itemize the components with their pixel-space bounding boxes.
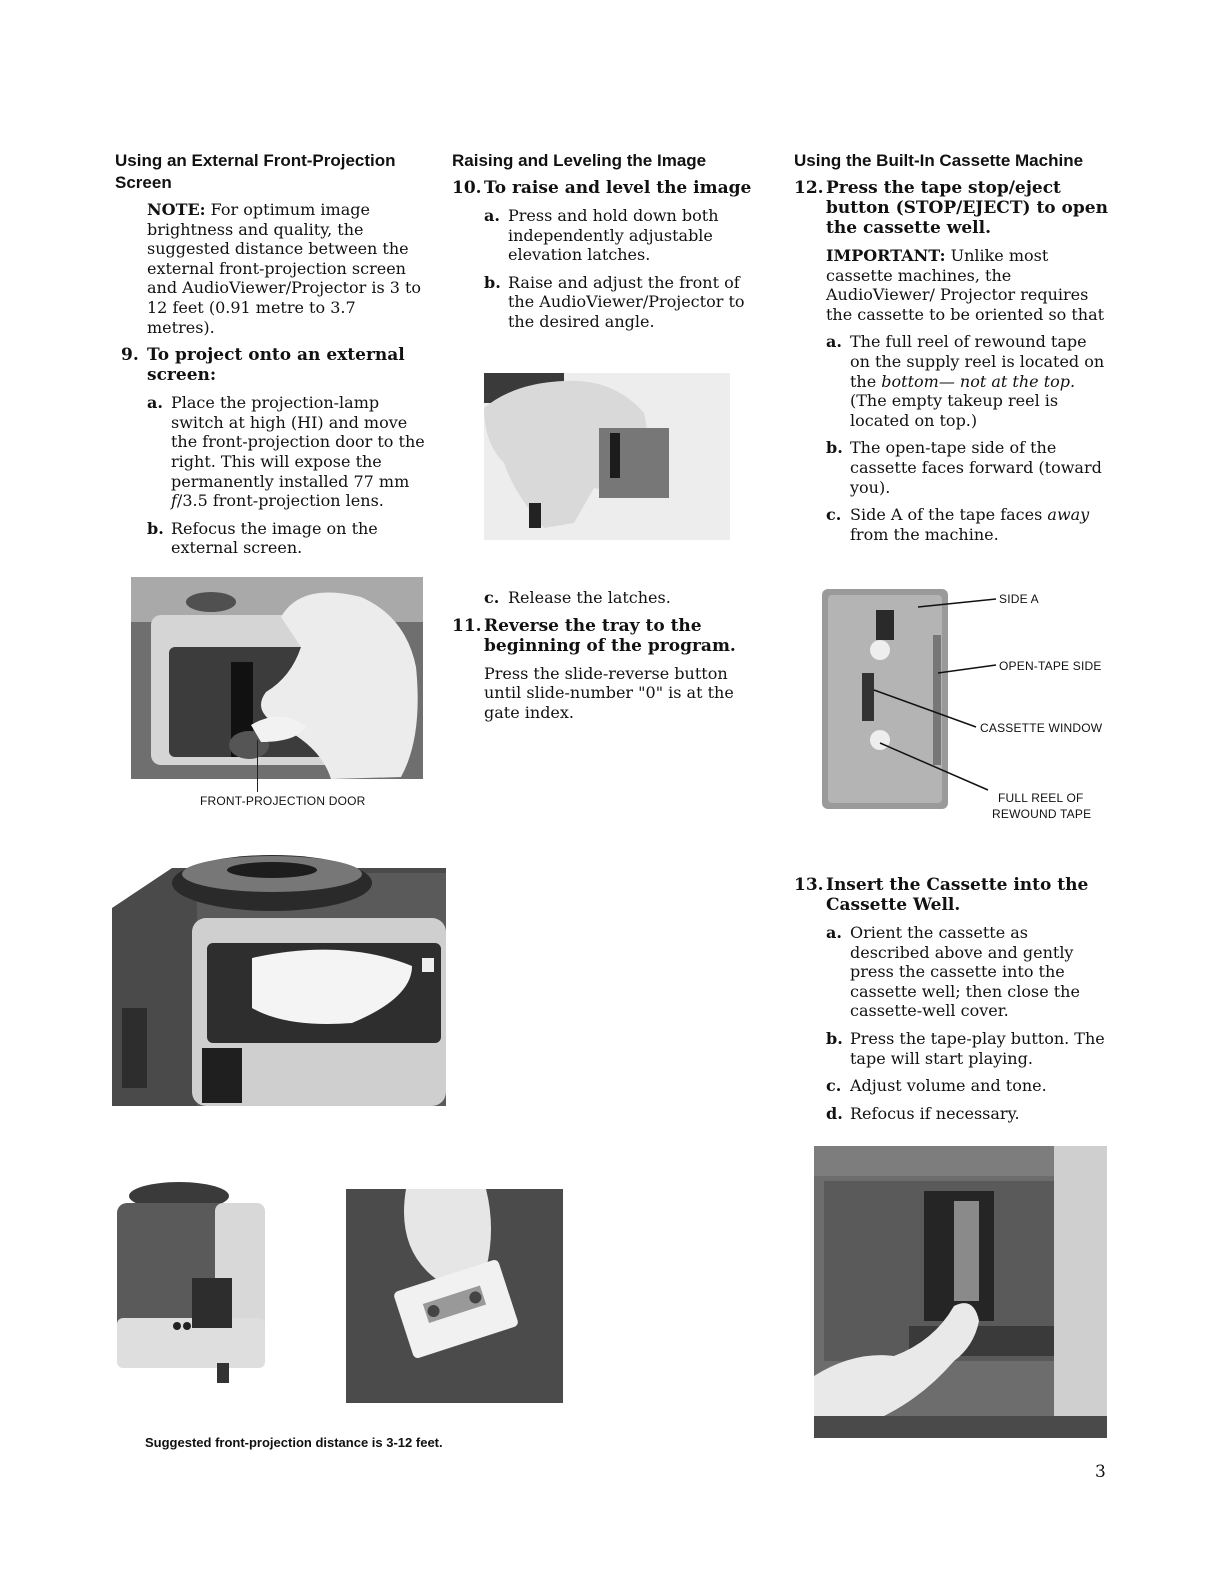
step-9-b-label: b.: [147, 518, 164, 538]
step-13-d: [794, 1104, 1109, 1124]
step-13-a: [794, 923, 1109, 1021]
step-12-c-text2: from the machine.: [850, 524, 999, 544]
step-12-c-label: c.: [826, 505, 842, 525]
label-cassette-window: CASSETTE WINDOW: [980, 721, 1103, 735]
step-12-c-text1: Side A of the tape faces: [850, 505, 1048, 525]
label-full-reel-2: REWOUND TAPE: [992, 807, 1092, 821]
step-11-number: 11.: [452, 615, 482, 636]
label-side-a: SIDE A: [999, 592, 1039, 606]
step-10-b-label: b.: [484, 272, 501, 292]
photo-projector-projecting: [112, 848, 446, 1106]
photo-projector-side: [117, 1178, 265, 1390]
step-12-c-italic: away: [1047, 505, 1090, 525]
step-9: [115, 345, 425, 385]
step-13-b: [794, 1029, 1109, 1068]
step-12-b: [794, 438, 1109, 497]
step-10-c-label: c.: [484, 588, 500, 607]
column-left: [115, 150, 425, 566]
step-10-a: [452, 206, 764, 265]
caption-suggested-distance: Suggested front-projection distance is 3-12 feet.: [145, 1435, 443, 1450]
cassette-diagram: [818, 585, 1118, 825]
step-12-a-label: a.: [826, 332, 842, 352]
important-label: IMPORTANT:: [826, 246, 946, 265]
step-12: [794, 178, 1109, 238]
step-9-a-label: a.: [147, 393, 163, 413]
step-13-number: 13.: [794, 875, 824, 895]
note-text: For optimum image brightness and quality, the suggested distance between the external front-projection screen and AudioViewer/Projector is 3 to 12 feet (0.91 metre to 3.7 metres).: [147, 200, 422, 337]
step-9-a-text2: /3.5 front-projection lens.: [176, 491, 384, 511]
step-9-title: To project onto an external screen:: [147, 345, 405, 386]
note-paragraph: [115, 200, 425, 337]
step-13-d-text: Refocus if necessary.: [850, 1103, 1020, 1123]
step-12-a-italic: bottom— not at the top.: [881, 371, 1076, 391]
step-13-d-label: d.: [826, 1103, 843, 1123]
step-9-number: 9.: [121, 345, 139, 366]
column-middle: [452, 150, 764, 340]
photo-elevation-latches: [484, 373, 730, 540]
photo-hand-cassette: [346, 1189, 563, 1403]
label-open-tape-side: OPEN-TAPE SIDE: [999, 659, 1102, 673]
step-10-title: To raise and level the image: [484, 178, 752, 198]
step-12-number: 12.: [794, 178, 824, 198]
step-13-a-text: Orient the cassette as described above and gently press the cassette into the cassette well; then close the cassette-well cover.: [850, 923, 1080, 1021]
column-right: [794, 150, 1109, 552]
step-11: [452, 616, 764, 656]
step-10: [452, 178, 764, 198]
step-10-a-text: Press and hold down both independently adjustable elevation latches.: [508, 206, 719, 265]
step-10-c-text: Release the latches.: [508, 588, 671, 607]
step-12-c: [794, 505, 1109, 544]
step-12-a: [794, 332, 1109, 430]
step-9-b-text: Refocus the image on the external screen.: [171, 518, 378, 558]
step-13-title: Insert the Cassette into the Cassette Well.: [826, 875, 1089, 915]
step-13-a-label: a.: [826, 923, 842, 942]
important-text: Unlike most cassette machines, the AudioViewer/ Projector requires the cassette to be oriented so that: [826, 246, 1105, 324]
step-9-a-text1: Place the projection-lamp switch at high (HI) and move the front-projection door to the right. This will expose the permanently installed 77 mm: [171, 393, 425, 491]
step-9-a: [115, 393, 425, 511]
step-13-c: [794, 1076, 1109, 1096]
step-13: [794, 875, 1109, 915]
step-10-c: [452, 588, 764, 608]
important-paragraph: [794, 246, 1109, 324]
note-label: NOTE:: [147, 200, 206, 219]
label-full-reel-1: FULL REEL OF: [998, 791, 1084, 805]
column-middle-lower: [452, 588, 764, 730]
step-11-title: Reverse the tray to the beginning of the program.: [484, 615, 736, 656]
step-11-text: Press the slide-reverse button until slide-number "0" is at the gate index.: [484, 663, 734, 722]
caption-front-projection-door: FRONT-PROJECTION DOOR: [200, 794, 366, 808]
step-13-c-text: Adjust volume and tone.: [850, 1076, 1047, 1096]
step-9-b: [115, 519, 425, 558]
photo-front-projection-door: [131, 577, 423, 779]
step-12-b-text: The open-tape side of the cassette faces forward (toward you).: [850, 438, 1102, 497]
door-leader-line: [257, 740, 258, 792]
step-9-a-italic: f: [171, 491, 177, 511]
photo-cassette-well: [814, 1146, 1107, 1438]
heading-raising-leveling: Raising and Leveling the Image: [452, 151, 707, 170]
step-12-title: Press the tape stop/eject button (STOP/EJECT) to open the cassette well.: [826, 178, 1108, 238]
step-12-a-text1: The full reel of rewound tape on the supply reel is located on the: [850, 332, 1105, 391]
step-13-b-label: b.: [826, 1028, 843, 1048]
step-12-b-label: b.: [826, 438, 843, 458]
step-10-a-label: a.: [484, 206, 500, 225]
step-10-b: [452, 273, 764, 332]
column-right-lower: [794, 871, 1109, 1131]
step-10-number: 10.: [452, 178, 482, 198]
step-12-a-text2: (The empty takeup reel is located on top.): [850, 391, 1059, 430]
step-13-c-label: c.: [826, 1076, 842, 1096]
step-13-b-text: Press the tape-play button. The tape will start playing.: [850, 1028, 1105, 1068]
heading-cassette-machine: Using the Built-In Cassette Machine: [794, 151, 1084, 170]
page-number: 3: [1095, 1462, 1106, 1482]
heading-external-screen: Using an External Front-Projection Screen: [115, 151, 396, 192]
step-10-b-text: Raise and adjust the front of the AudioViewer/Projector to the desired angle.: [508, 272, 745, 331]
